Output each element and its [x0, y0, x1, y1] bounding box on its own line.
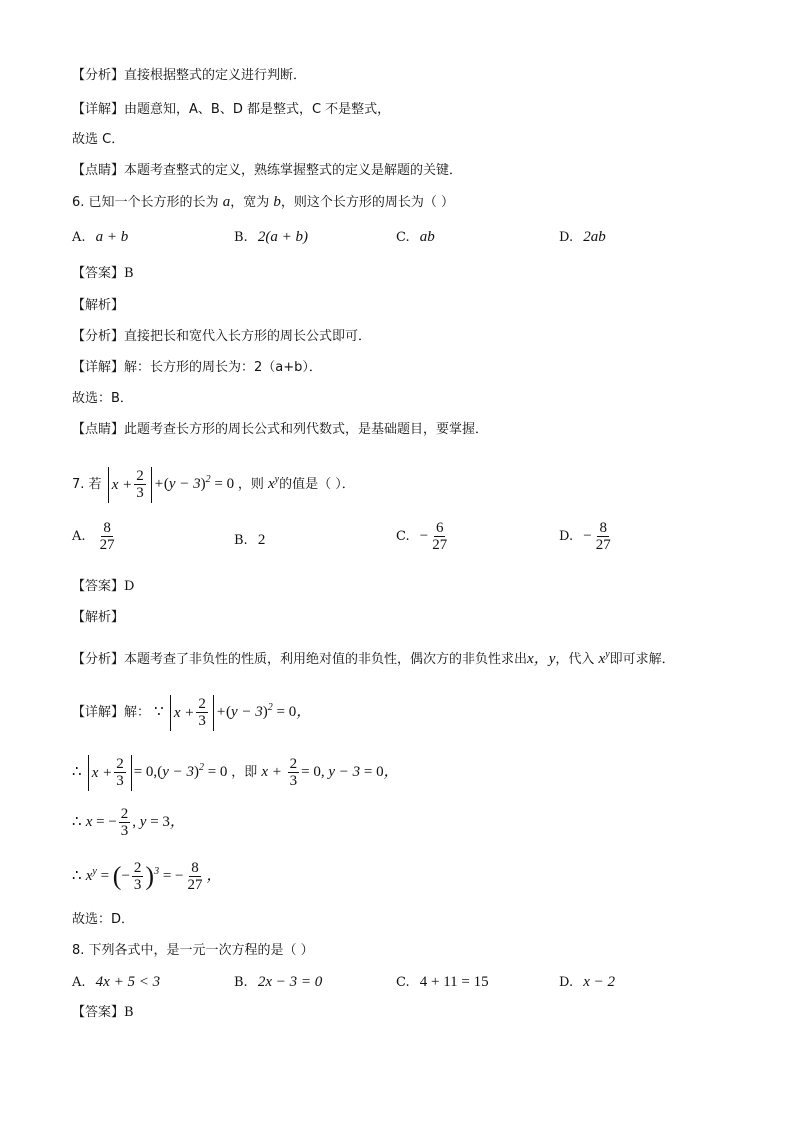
q6-jiexi: [72, 296, 754, 316]
therefore-symbol: ∴: [72, 814, 82, 830]
var-a: a: [222, 194, 231, 210]
stem-part: 的值是（ ）．: [279, 477, 355, 492]
step2-equation: x = − $\frac{2}{3}$ , y = 3，: [85, 806, 185, 840]
q5-analysis: [72, 66, 754, 86]
q7-detail: [72, 690, 754, 731]
analysis-text: ，代入: [555, 652, 595, 667]
q7-option-a: [72, 520, 119, 553]
minus-sign: −: [583, 528, 592, 544]
analysis-tag: 【分析】: [72, 329, 125, 344]
q7-step-1: [72, 750, 754, 791]
option-value: 4 + 11 = 15: [419, 974, 489, 990]
answer-tag: 【答案】: [72, 579, 125, 594]
fraction-numerator: 8: [599, 520, 607, 536]
q8-option-b: [234, 972, 322, 993]
detail-tag: 【详解】: [72, 102, 125, 117]
stem-part: ，则这个长方形的周长为（ ）: [280, 195, 454, 210]
comment-text: 此题考查长方形的周长公式和列代数式，是基础题目，要掌握．: [124, 422, 489, 437]
q6-stem: [72, 192, 754, 213]
abs-value: x + $\frac{2}{3}$: [88, 755, 132, 791]
fraction-numerator: 8: [103, 520, 111, 536]
option-label: B.: [234, 230, 248, 245]
fraction-denominator: 27: [99, 537, 115, 553]
option-value: 2(a + b): [257, 229, 308, 245]
option-value: ab: [419, 229, 435, 245]
jiexi-tag: 【解析】: [72, 298, 125, 313]
q6-option-d: [559, 227, 606, 248]
answer-value: B: [124, 1005, 134, 1020]
q6-analysis: [72, 327, 754, 347]
q8-option-d: [559, 972, 615, 993]
option-value: 4x + 5 < 3: [95, 974, 161, 990]
analysis-vars: x，y: [527, 651, 556, 667]
detail-text: 由题意知，A、B、D 都是整式，C 不是整式，: [124, 102, 391, 117]
option-label: C.: [396, 230, 410, 245]
option-label: B.: [234, 975, 248, 990]
q7-answer: [72, 577, 754, 597]
option-fraction: [98, 520, 117, 553]
option-value: 2: [257, 532, 266, 548]
therefore-symbol: ∴: [72, 764, 82, 780]
choose-text: 故选：D．: [72, 912, 135, 927]
q7-option-d: [559, 520, 615, 553]
option-label: D.: [559, 975, 574, 990]
q6-option-c: [396, 227, 435, 248]
analysis-text: 本题考查了非负性的性质，利用绝对值的非负性，偶次方的非负性求出: [124, 652, 528, 667]
x-power-y: $x^y$: [268, 474, 280, 492]
stem-part: ，则: [237, 477, 264, 492]
option-fraction: [430, 520, 449, 553]
answer-tag: 【答案】: [72, 1005, 125, 1020]
analysis-tag: 【分析】: [72, 652, 125, 667]
ji-text: ，即: [231, 765, 258, 780]
fraction-denominator: 27: [432, 537, 448, 553]
q5-comment: [72, 161, 754, 181]
q5-detail: [72, 100, 754, 120]
var-b: b: [273, 194, 281, 210]
q8-stem: [72, 941, 754, 961]
comment-text: 本题考查整式的定义，熟练掌握整式的定义是解题的关键．: [124, 163, 463, 178]
q6-option-a: [72, 227, 128, 248]
option-value: 2x − 3 = 0: [257, 974, 323, 990]
q7-option-c: [396, 520, 451, 553]
fraction-numerator: 6: [435, 520, 444, 536]
detail-tag: 【详解】: [72, 360, 125, 375]
q6-comment: [72, 420, 754, 440]
q7-analysis: [72, 645, 754, 670]
detail-text: 解：: [124, 705, 151, 720]
q6-choose: [72, 389, 754, 409]
stem-part: ，宽为: [230, 195, 270, 210]
q7-choose: [72, 910, 754, 930]
choose-text: 故选 C．: [72, 132, 125, 147]
q5-choose: [72, 130, 754, 150]
stem-part: 7. 若: [72, 477, 102, 492]
option-label: A.: [72, 230, 86, 245]
comment-tag: 【点睛】: [72, 422, 125, 437]
option-label: D.: [559, 230, 574, 245]
step1-result: x + $\frac{2}{3}$ = 0, y − 3 = 0，: [261, 756, 399, 790]
q7-jiexi: [72, 608, 754, 628]
q7-step-3: [72, 852, 754, 897]
option-label: D.: [559, 529, 574, 544]
answer-value: B: [124, 266, 134, 281]
therefore-symbol: ∴: [72, 868, 82, 884]
option-value: x − 2: [583, 974, 616, 990]
jiexi-tag: 【解析】: [72, 610, 125, 625]
q8-answer: [72, 1003, 754, 1023]
minus-sign: −: [419, 528, 429, 544]
choose-text: 故选：B．: [72, 391, 133, 406]
q7-stem: [72, 462, 754, 503]
q7-step-2: [72, 804, 754, 841]
because-symbol: ∵: [154, 704, 164, 720]
abs-value: x + $\frac{2}{3}$: [108, 467, 152, 503]
detail-text: 解：长方形的周长为：2（a+b）．: [124, 360, 322, 375]
comment-tag: 【点睛】: [72, 163, 125, 178]
answer-value: D: [124, 579, 135, 594]
analysis-text: 直接根据整式的定义进行判断．: [124, 68, 307, 83]
option-label: A.: [72, 975, 86, 990]
q6-answer: [72, 264, 754, 284]
option-label: C.: [396, 975, 410, 990]
option-label: A.: [72, 529, 86, 544]
step1-equation: x + $\frac{2}{3}$ = $0,(y - 3)^2 = 0$: [86, 764, 232, 780]
q6-detail: [72, 358, 754, 378]
answer-tag: 【答案】: [72, 266, 125, 281]
analysis-text: 即可求解．: [609, 652, 675, 667]
stem-part: 6. 已知一个长方形的长为: [72, 195, 219, 210]
q7-condition-equation: x + $\frac{2}{3}$ $+(y - 3)^2 = 0$: [106, 476, 238, 492]
option-label: C.: [396, 529, 410, 544]
stem-text: 8. 下列各式中，是一元一次方程的是（ ）: [72, 943, 314, 958]
abs-value: x + $\frac{2}{3}$: [170, 695, 214, 731]
step3-equation: $x^y$ = (− $\frac{2}{3}$ )$^3$ = − $\frac{8}{27}$ ，: [85, 860, 222, 894]
option-label: B.: [234, 533, 248, 548]
q6-option-b: [234, 227, 308, 248]
option-value: 2ab: [583, 229, 606, 245]
detail-equation: x + $\frac{2}{3}$ $+(y - 3)^2 = 0$，: [168, 704, 311, 720]
q8-option-a: [72, 972, 160, 993]
option-fraction: [594, 520, 613, 553]
analysis-tag: 【分析】: [72, 68, 125, 83]
option-value: a + b: [95, 229, 129, 245]
detail-tag: 【详解】: [72, 705, 125, 720]
analysis-text: 直接把长和宽代入长方形的周长公式即可．: [124, 329, 372, 344]
x-power-y: $x^y$: [598, 649, 610, 667]
q8-option-c: [396, 972, 489, 993]
fraction-denominator: 27: [595, 537, 611, 553]
q7-option-b: [234, 530, 265, 551]
